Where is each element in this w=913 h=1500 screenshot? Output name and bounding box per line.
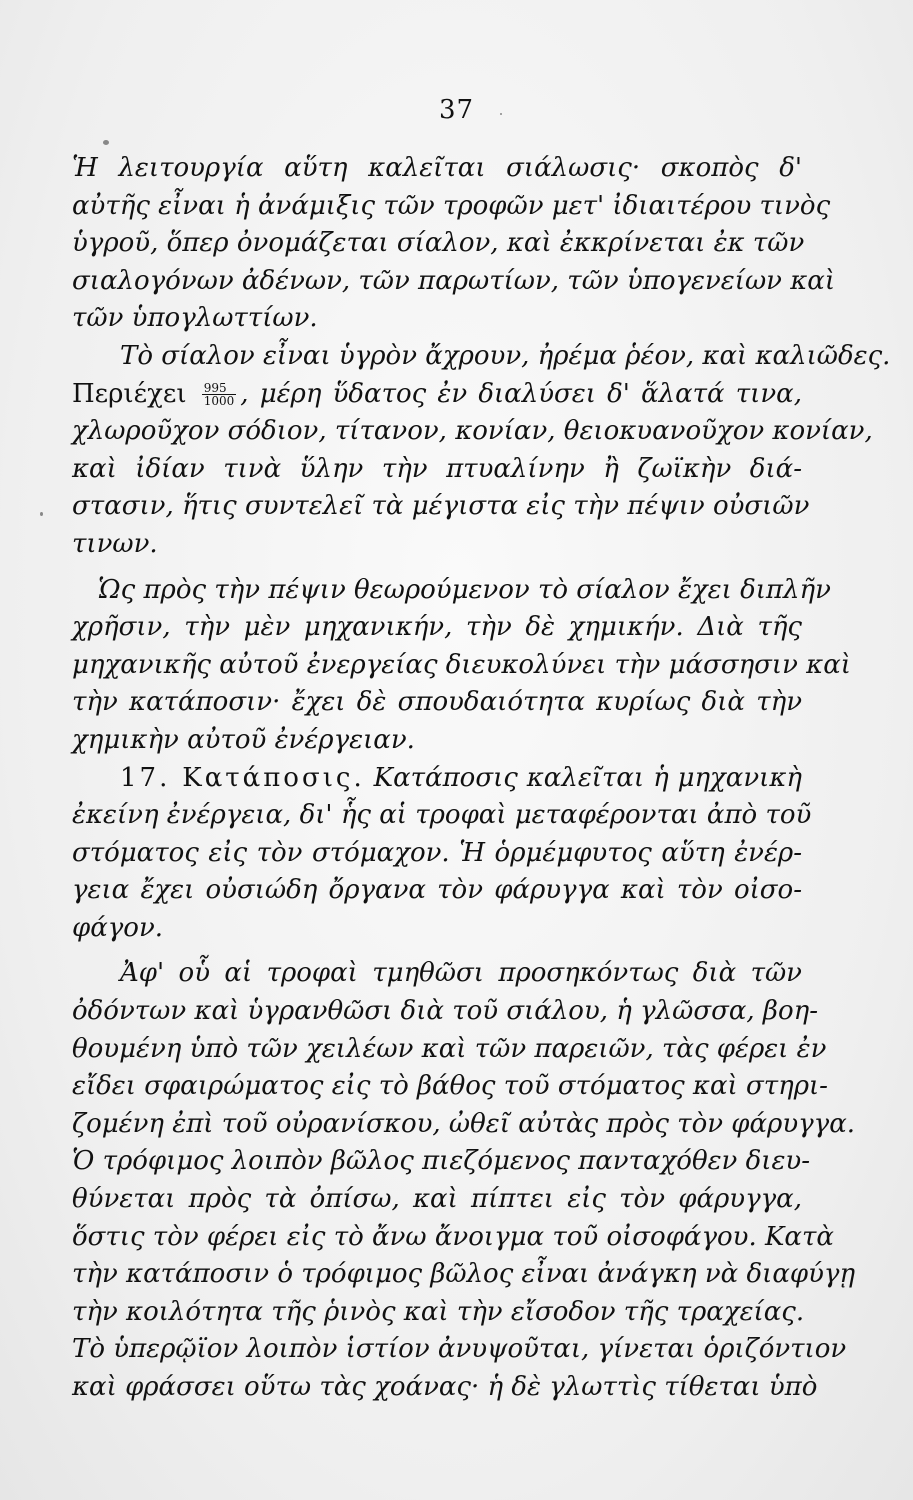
text-line: καὶ φράσσει οὕτω τὰς χοάνας· ἡ δὲ γλωττὶς τίθεται ὑπὸ bbox=[72, 1372, 818, 1402]
text-line: στόματος εἰς τὸν στόμαχον. Ἡ ὁρμέμφυτος αὕτη ἐνέρ- bbox=[72, 837, 802, 868]
text-line-with-fraction bbox=[72, 376, 802, 414]
text-line: τινων. bbox=[72, 528, 158, 559]
text-line: ὀδόντων καὶ ὑγρανθῶσι διὰ τοῦ σιάλου, ἡ γλῶσσα, βοη- bbox=[72, 996, 818, 1027]
text-line: χλωροῦχον σόδιον, τίτανον, κονίαν, θειοκυανοῦχον κονίαν, bbox=[72, 416, 873, 447]
text-line: ὑγροῦ, ὅπερ ὀνομάζεται σίαλον, καὶ ἐκκρίνεται ἐκ τῶν bbox=[72, 228, 805, 259]
text-line: μηχανικῆς αὐτοῦ ἐνεργείας διευκολύνει τὴν μάσσησιν καὶ bbox=[72, 649, 851, 680]
text-line: χημικὴν αὐτοῦ ἐνέργειαν. bbox=[72, 724, 415, 755]
text-line: τὴν κοιλότητα τῆς ῥινὸς καὶ τὴν εἴσοδον τῆς τραχείας. bbox=[72, 1296, 805, 1327]
text-line: φάγον. bbox=[72, 912, 164, 943]
text-line: αὐτῆς εἶναι ἡ ἀνάμιξις τῶν τροφῶν μετ' ἰδιαιτέρου τινὸς bbox=[72, 190, 831, 221]
fraction-numerator: 995 bbox=[202, 382, 237, 395]
text-line: τὴν κατάποσιν ὁ τρόφιμος βῶλος εἶναι ἀνάγκη νὰ διαφύγῃ bbox=[72, 1259, 856, 1290]
text-line: θύνεται πρὸς τὰ ὀπίσω, καὶ πίπτει εἰς τὸν φάρυγγα, bbox=[72, 1184, 802, 1215]
text-line: χρῆσιν, τὴν μὲν μηχανικήν, τὴν δὲ χημικήν. Διὰ τῆς bbox=[72, 612, 802, 643]
text-span: Κατάποσις καλεῖται ἡ μηχανικὴ bbox=[373, 762, 802, 793]
text-line: στασιν, ἥτις συντελεῖ τὰ μέγιστα εἰς τὴν πέψιν οὐσιῶν bbox=[72, 491, 810, 522]
section-heading: 17. Κατάποσις. bbox=[120, 762, 365, 793]
text-line-section-heading bbox=[72, 760, 802, 798]
text-line: τῶν ὑπογλωττίων. bbox=[72, 303, 318, 334]
text-line: Ὁ τρόφιμος λοιπὸν βῶλος πιεζόμενος πανταχόθεν διευ- bbox=[72, 1146, 811, 1177]
scan-speck bbox=[40, 512, 43, 516]
text-span: Περιέχει bbox=[72, 378, 187, 409]
fraction-denominator: 1000 bbox=[203, 394, 235, 409]
text-line: ὅστις τὸν φέρει εἰς τὸ ἄνω ἄνοιγμα τοῦ οἰσοφάγου. Κατὰ bbox=[72, 1221, 834, 1252]
body-text bbox=[72, 150, 891, 1407]
text-line: Ὡς πρὸς τὴν πέψιν θεωρούμενον τὸ σίαλον ἔχει διπλῆν bbox=[98, 574, 831, 605]
text-line: θουμένη ὑπὸ τῶν χειλέων καὶ τῶν παρειῶν, τὰς φέρει ἐν bbox=[72, 1033, 827, 1064]
page-number: 37 bbox=[438, 95, 475, 125]
text-line: τὴν κατάποσιν· ἔχει δὲ σπουδαιότητα κυρίως διὰ τὴν bbox=[72, 687, 802, 718]
text-line: καὶ ἰδίαν τινὰ ὕλην τὴν πτυαλίνην ἢ ζωϊκὴν διά- bbox=[72, 453, 802, 484]
text-line: Τὸ σίαλον εἶναι ὑγρὸν ἄχρουν, ἠρέμα ῥέον, καὶ καλιῶδες. bbox=[120, 340, 891, 371]
fraction bbox=[202, 382, 237, 407]
text-line: γεια ἔχει οὐσιώδη ὄργανα τὸν φάρυγγα καὶ τὸν οἰσο- bbox=[72, 875, 802, 906]
scan-speck bbox=[103, 140, 109, 145]
text-span: , μέρη ὕδατος ἐν διαλύσει δ' ἅλατά τινα, bbox=[240, 378, 803, 409]
text-line: ζομένη ἐπὶ τοῦ οὐρανίσκου, ὠθεῖ αὐτὰς πρὸς τὸν φάρυγγα. bbox=[72, 1108, 856, 1139]
text-line: εἴδει σφαιρώματος εἰς τὸ βάθος τοῦ στόματος καὶ στηρι- bbox=[72, 1071, 828, 1102]
text-line: ἐκείνη ἐνέργεια, δι' ἧς αἱ τροφαὶ μεταφέρονται ἀπὸ τοῦ bbox=[72, 800, 812, 831]
text-line: σιαλογόνων ἀδένων, τῶν παρωτίων, τῶν ὑπογενείων καὶ bbox=[72, 265, 836, 296]
text-line: Ἡ λειτουργία αὕτη καλεῖται σιάλωσις· σκοπὸς δ' bbox=[72, 153, 802, 183]
text-line: Ἀφ' οὗ αἱ τροφαὶ τμηθῶσι προσηκόντως διὰ τῶν bbox=[120, 958, 802, 989]
text-line: Τὸ ὑπερῷϊον λοιπὸν ἱστίον ἀνυψοῦται, γίνεται ὁριζόντιον bbox=[72, 1334, 847, 1365]
